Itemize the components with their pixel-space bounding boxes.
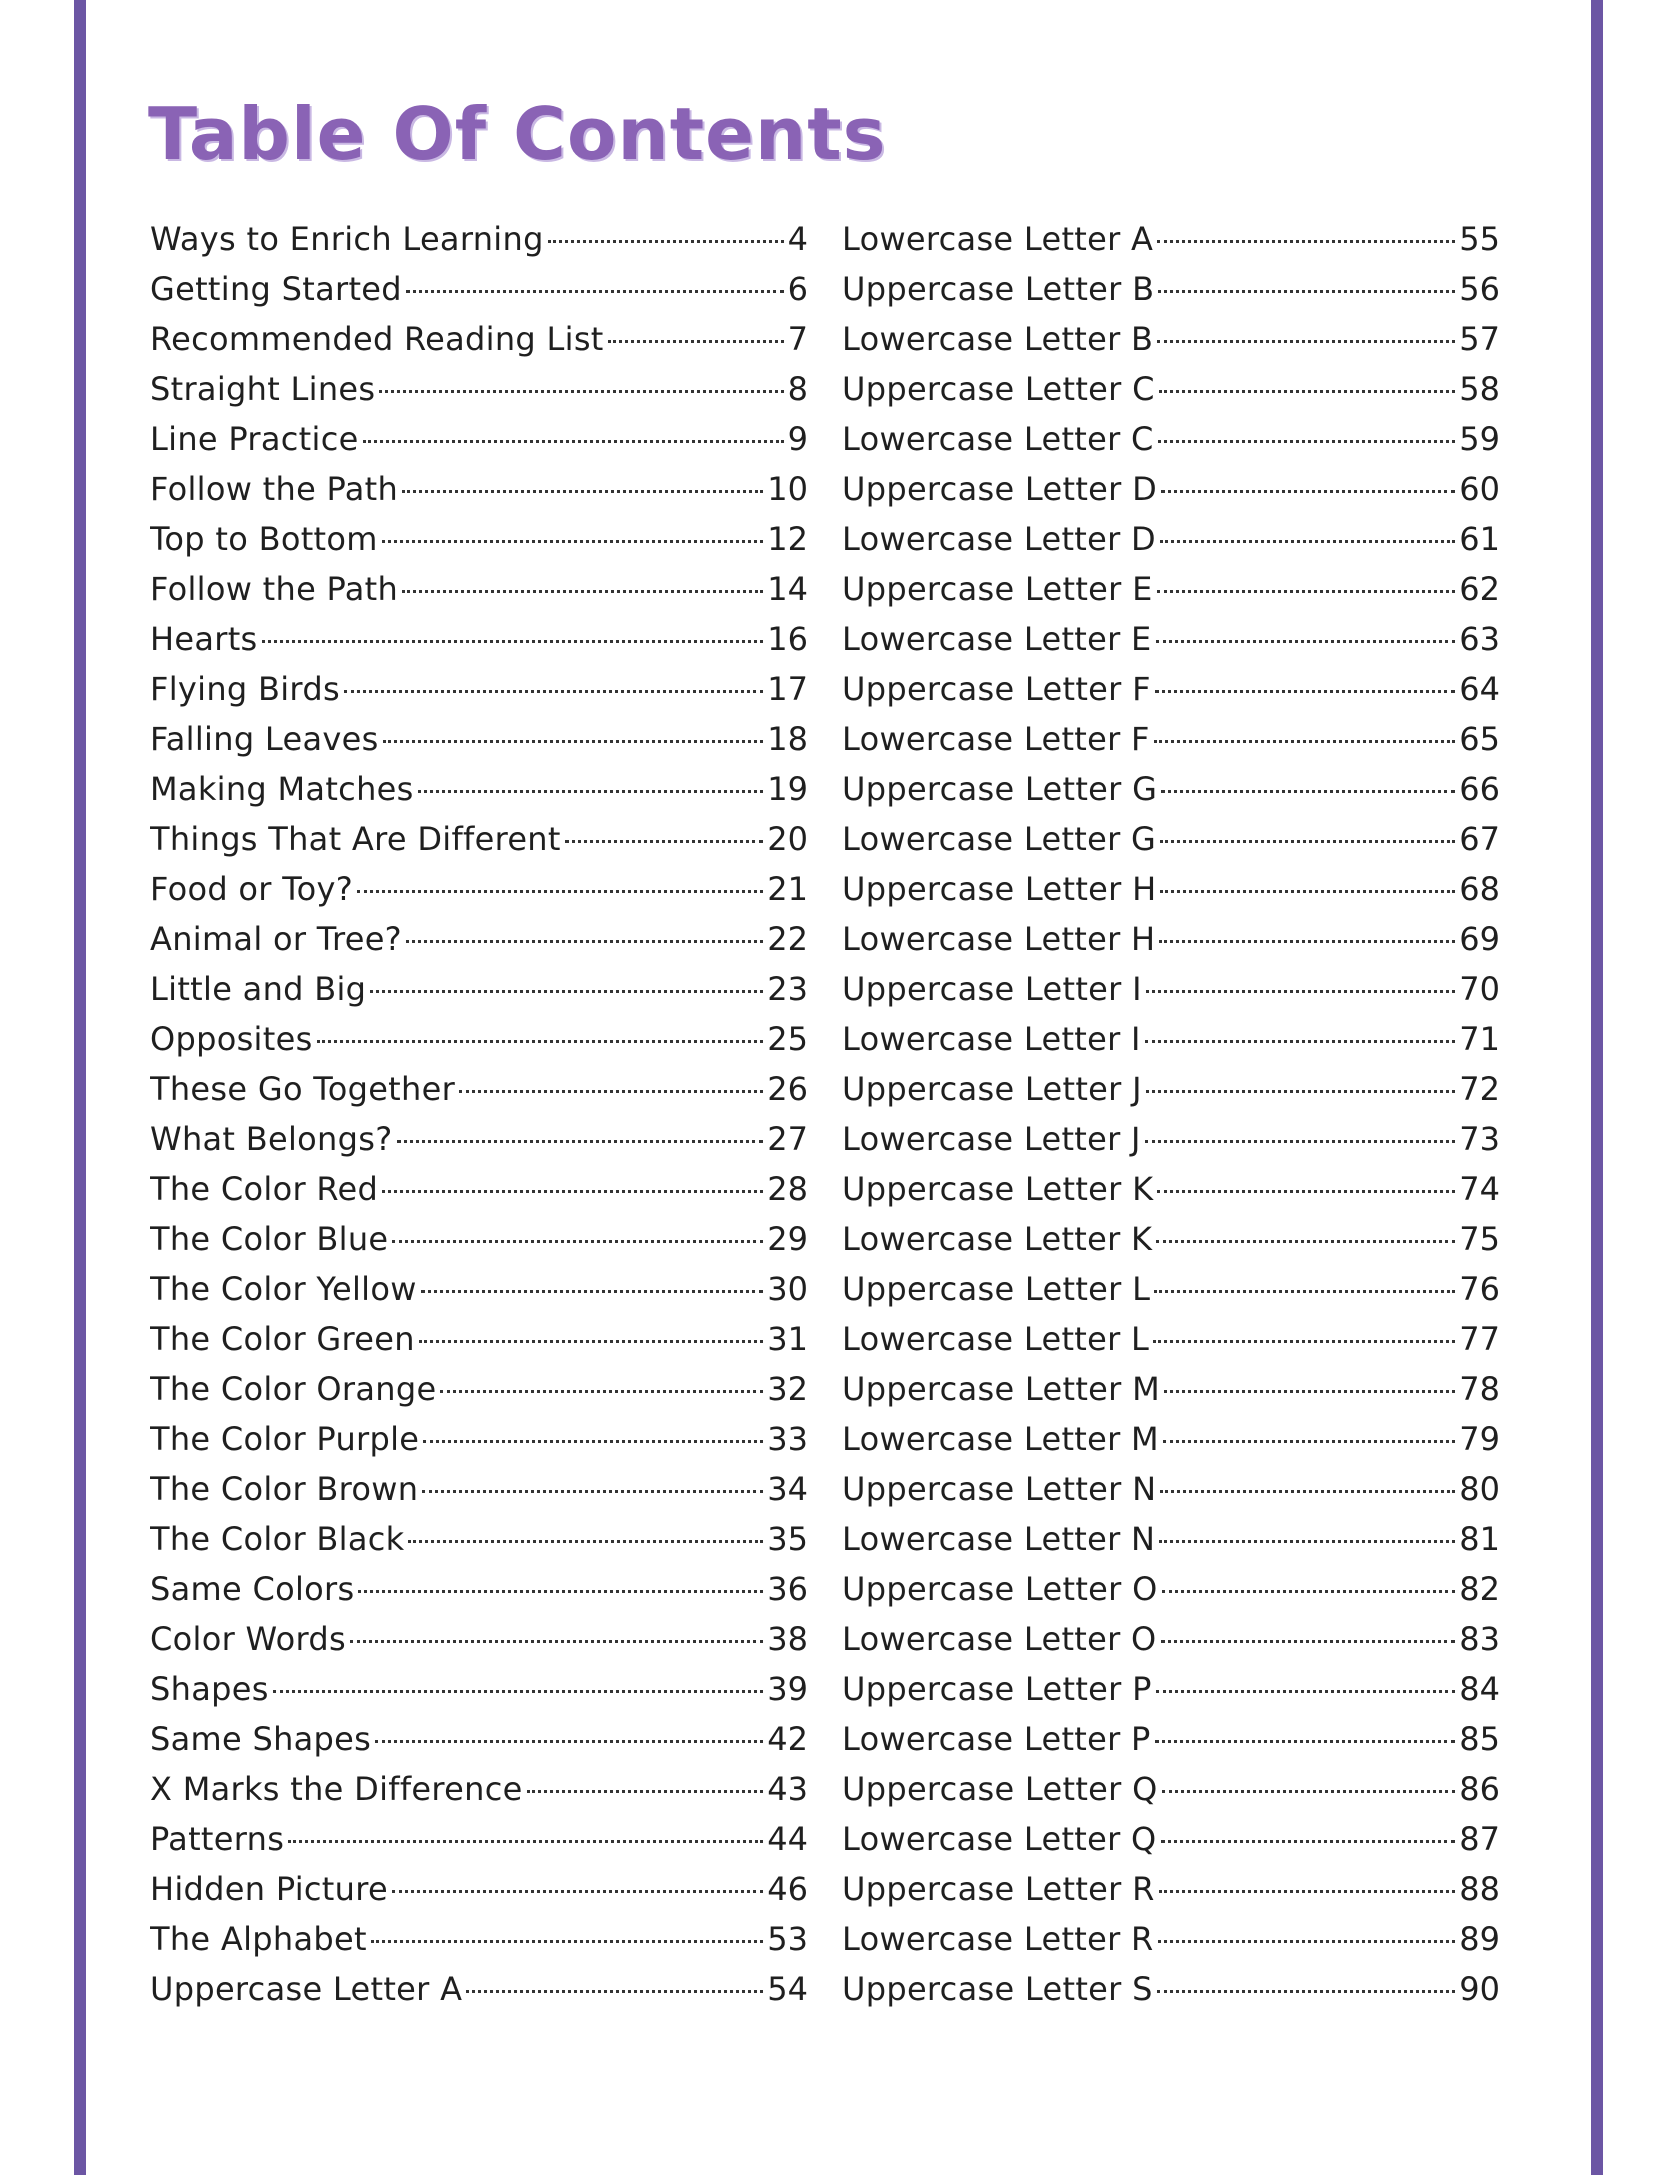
dot-leader [1154,1290,1455,1293]
toc-entry [150,464,808,514]
toc-entry-title: Uppercase Letter P [842,1670,1152,1708]
toc-entry [150,414,808,464]
toc-entry-title: The Color Brown [150,1470,419,1508]
toc-entry [150,864,808,914]
toc-entry-title: Little and Big [150,970,367,1008]
toc-entry-title: X Marks the Difference [150,1770,523,1808]
toc-entry [842,664,1500,714]
dot-leader [383,740,764,743]
toc-entry-title: Lowercase Letter I [842,1020,1141,1058]
dot-leader [392,1890,763,1893]
toc-entry-page: 84 [1459,1670,1500,1708]
toc-entry-page: 25 [767,1020,808,1058]
toc-entry-page: 81 [1459,1520,1500,1558]
toc-entry-page: 63 [1459,620,1500,658]
toc-entry [150,1214,808,1264]
toc-entry-title: The Color Black [150,1520,405,1558]
toc-entry [150,1964,808,2014]
dot-leader [1161,1840,1456,1843]
dot-leader [1145,1040,1455,1043]
dot-leader [382,1190,763,1193]
toc-entry [842,364,1500,414]
toc-entry-page: 54 [767,1970,808,2008]
toc-entry-title: Uppercase Letter H [842,870,1157,908]
toc-entry-page: 62 [1459,570,1500,608]
toc-entry-page: 46 [767,1870,808,1908]
toc-entry-title: Line Practice [150,420,359,458]
toc-entry-title: Uppercase Letter G [842,770,1158,808]
toc-entry [842,1714,1500,1764]
dot-leader [344,690,763,693]
toc-entry [842,1564,1500,1614]
toc-entry [150,364,808,414]
dot-leader [527,1790,764,1793]
toc-entry-page: 69 [1459,920,1500,958]
toc-entry-title: Color Words [150,1620,346,1658]
toc-entry-page: 28 [767,1170,808,1208]
dot-leader [1153,1340,1455,1343]
toc-entry-page: 71 [1459,1020,1500,1058]
toc-entry [150,564,808,614]
toc-entry-title: The Color Orange [150,1370,437,1408]
toc-entry-title: Top to Bottom [150,520,378,558]
toc-entry [150,914,808,964]
toc-entry [842,1314,1500,1364]
toc-entry-page: 16 [767,620,808,658]
dot-leader [392,1240,763,1243]
toc-entry-page: 68 [1459,870,1500,908]
toc-entry-page: 10 [767,470,808,508]
dot-leader [350,1640,763,1643]
dot-leader [1155,690,1455,693]
toc-entry [842,464,1500,514]
toc-entry-title: These Go Together [150,1070,456,1108]
toc-entry [842,864,1500,914]
page-border-left [74,0,86,2175]
toc-entry [150,264,808,314]
toc-entry [150,1414,808,1464]
toc-entry-page: 80 [1459,1470,1500,1508]
toc-entry-page: 9 [787,420,808,458]
dot-leader [1159,390,1456,393]
toc-entry-title: Lowercase Letter E [842,620,1152,658]
toc-entry-title: Opposites [150,1020,313,1058]
toc-entry-title: Lowercase Letter R [842,1920,1154,1958]
toc-entry-title: The Color Yellow [150,1270,417,1308]
toc-entry [150,1464,808,1514]
dot-leader [379,390,783,393]
toc-entry [150,1614,808,1664]
toc-entry-title: Recommended Reading List [150,320,604,358]
toc-entry-title: The Color Purple [150,1420,420,1458]
toc-entry-page: 32 [767,1370,808,1408]
toc-entry-title: Falling Leaves [150,720,379,758]
toc-entry-page: 74 [1459,1170,1500,1208]
toc-entry-title: Lowercase Letter Q [842,1820,1157,1858]
toc-entry [150,1814,808,1864]
toc-entry [150,214,808,264]
toc-entry [150,964,808,1014]
toc-entry-title: Lowercase Letter G [842,820,1157,858]
toc-entry-title: Uppercase Letter O [842,1570,1158,1608]
toc-entry-page: 56 [1459,270,1500,308]
toc-entry-page: 36 [767,1570,808,1608]
toc-entry-title: Lowercase Letter M [842,1420,1159,1458]
toc-entry-title: Uppercase Letter S [842,1970,1153,2008]
toc-entry-page: 33 [767,1420,808,1458]
toc-entry-title: Uppercase Letter Q [842,1770,1158,1808]
dot-leader [548,240,784,243]
dot-leader [1160,1490,1455,1493]
toc-entry [150,1864,808,1914]
toc-entry [842,414,1500,464]
toc-entry-page: 75 [1459,1220,1500,1258]
dot-leader [273,1690,764,1693]
toc-column-right [842,214,1500,2014]
toc-entry [842,1964,1500,2014]
toc-entry-page: 4 [787,220,808,258]
toc-entry-page: 64 [1459,670,1500,708]
toc-entry [842,564,1500,614]
toc-entry-page: 22 [767,920,808,958]
toc-entry [842,1414,1500,1464]
dot-leader [408,1540,763,1543]
dot-leader [1157,590,1456,593]
toc-entry-title: Making Matches [150,770,414,808]
toc-entry [842,1764,1500,1814]
toc-entry-page: 12 [767,520,808,558]
dot-leader [357,890,763,893]
toc-entry-title: What Belongs? [150,1120,393,1158]
toc-entry [842,264,1500,314]
toc-entry [150,814,808,864]
dot-leader [1160,890,1455,893]
toc-entry-title: Lowercase Letter B [842,320,1154,358]
dot-leader [1163,1440,1455,1443]
dot-leader [418,790,764,793]
toc-entry-title: Getting Started [150,270,402,308]
dot-leader [1159,940,1455,943]
toc-entry-page: 77 [1459,1320,1500,1358]
dot-leader [1162,1790,1456,1793]
toc-entry-page: 76 [1459,1270,1500,1308]
toc-entry-page: 79 [1459,1420,1500,1458]
dot-leader [370,990,763,993]
toc-entry-page: 17 [767,670,808,708]
toc-entry-page: 7 [787,320,808,358]
toc-entry [150,614,808,664]
page-border-right [1591,0,1603,2175]
dot-leader [397,1140,764,1143]
toc-entry-title: Lowercase Letter C [842,420,1154,458]
dot-leader [440,1390,763,1393]
toc-entry-title: Uppercase Letter F [842,670,1151,708]
toc-entry-title: Lowercase Letter L [842,1320,1150,1358]
dot-leader [1161,490,1455,493]
toc-entry-title: Lowercase Letter D [842,520,1156,558]
dot-leader [422,1490,763,1493]
toc-entry-page: 59 [1459,420,1500,458]
toc-entry [150,1714,808,1764]
toc-entry [150,1014,808,1064]
toc-entry-page: 14 [767,570,808,608]
toc-entry-title: Uppercase Letter C [842,370,1155,408]
toc-entry-page: 88 [1459,1870,1500,1908]
toc-entry-page: 61 [1459,520,1500,558]
toc-entry-title: Lowercase Letter N [842,1520,1156,1558]
toc-entry [842,764,1500,814]
toc-entry-page: 43 [767,1770,808,1808]
dot-leader [1156,1690,1456,1693]
toc-entry-page: 58 [1459,370,1500,408]
toc-entry [842,814,1500,864]
toc-entry-title: Animal or Tree? [150,920,402,958]
dot-leader [466,1990,763,1993]
toc-entry-title: Hearts [150,620,258,658]
dot-leader [1162,1590,1456,1593]
toc-entry-page: 34 [767,1470,808,1508]
dot-leader [375,1740,763,1743]
toc-entry-page: 60 [1459,470,1500,508]
toc-entry [842,1664,1500,1714]
dot-leader [1154,740,1456,743]
toc-entry-page: 21 [767,870,808,908]
toc-entry [842,1214,1500,1264]
toc-entry-title: Uppercase Letter D [842,470,1158,508]
dot-leader [363,440,784,443]
toc-entry-title: Follow the Path [150,570,399,608]
toc-entry-title: Same Colors [150,1570,355,1608]
toc-entry [150,764,808,814]
toc-entry [842,1064,1500,1114]
toc-entry-title: Uppercase Letter N [842,1470,1157,1508]
toc-entry [150,714,808,764]
toc-entry-title: Ways to Enrich Learning [150,220,544,258]
toc-entry-page: 82 [1459,1570,1500,1608]
toc-entry-page: 44 [767,1820,808,1858]
dot-leader [1156,640,1456,643]
toc-entry-page: 23 [767,970,808,1008]
toc-entry-page: 29 [767,1220,808,1258]
toc-entry-title: Uppercase Letter I [842,970,1142,1008]
dot-leader [1157,340,1455,343]
toc-entry-page: 19 [767,770,808,808]
toc-entry-title: Lowercase Letter F [842,720,1150,758]
dot-leader [1161,1640,1456,1643]
dot-leader [406,940,763,943]
toc-entry-title: The Color Blue [150,1220,389,1258]
toc-entry [150,1764,808,1814]
toc-entry [150,1114,808,1164]
toc-entry [842,614,1500,664]
toc-entry-page: 35 [767,1520,808,1558]
toc-entry-title: Straight Lines [150,370,376,408]
toc-entry-page: 87 [1459,1820,1500,1858]
dot-leader [406,290,784,293]
toc-entry-title: Uppercase Letter A [150,1970,463,2008]
page-title: Table Of Contents [148,92,887,176]
dot-leader [565,840,764,843]
toc-entry-title: Lowercase Letter P [842,1720,1151,1758]
toc-entry [842,714,1500,764]
toc-entry-page: 67 [1459,820,1500,858]
toc-entry [842,1014,1500,1064]
toc-entry [842,964,1500,1014]
dot-leader [459,1090,763,1093]
toc-entry-title: Things That Are Different [150,820,561,858]
toc-entry-title: Patterns [150,1820,285,1858]
dot-leader [358,1590,763,1593]
toc-entry-page: 26 [767,1070,808,1108]
toc-entry [150,1314,808,1364]
toc-entry-page: 65 [1459,720,1500,758]
dot-leader [1155,1740,1456,1743]
toc-entry-title: Follow the Path [150,470,399,508]
toc-entry-page: 30 [767,1270,808,1308]
toc-entry [150,1914,808,1964]
toc-entry-title: Flying Birds [150,670,340,708]
toc-entry [150,1364,808,1414]
toc-entry-page: 73 [1459,1120,1500,1158]
toc-entry-page: 42 [767,1720,808,1758]
toc-entry-page: 89 [1459,1920,1500,1958]
dot-leader [1160,840,1455,843]
dot-leader [288,1840,763,1843]
toc-entry-title: Uppercase Letter R [842,1870,1155,1908]
toc-entry-title: Hidden Picture [150,1870,388,1908]
dot-leader [1164,1390,1455,1393]
dot-leader [421,1290,764,1293]
dot-leader [1146,990,1455,993]
dot-leader [402,590,763,593]
toc-entry-title: Lowercase Letter H [842,920,1156,958]
toc-entry-page: 57 [1459,320,1500,358]
toc-entry [150,1264,808,1314]
toc-entry [150,514,808,564]
toc-entry-title: Uppercase Letter J [842,1070,1142,1108]
dot-leader [608,340,784,343]
dot-leader [1146,1090,1455,1093]
toc-entry [150,1664,808,1714]
toc-entry-page: 90 [1459,1970,1500,2008]
toc-entry [150,664,808,714]
dot-leader [423,1440,763,1443]
toc-entry-title: Shapes [150,1670,269,1708]
toc-entry-page: 53 [767,1920,808,1958]
toc-entry [842,1514,1500,1564]
toc-entry-title: Lowercase Letter O [842,1620,1157,1658]
toc-entry-page: 38 [767,1620,808,1658]
toc-column-left [150,214,808,2014]
toc-entry [842,1614,1500,1664]
toc-entry [842,214,1500,264]
toc-entry-title: The Color Green [150,1320,415,1358]
toc-entry-title: Uppercase Letter E [842,570,1153,608]
toc-entry-title: Lowercase Letter A [842,220,1154,258]
toc-entry-page: 55 [1459,220,1500,258]
toc-entry-title: Same Shapes [150,1720,372,1758]
toc-entry [842,1464,1500,1514]
toc-entry [150,314,808,364]
dot-leader [1158,440,1456,443]
toc-entry [842,1264,1500,1314]
toc-entry-title: Uppercase Letter K [842,1170,1154,1208]
dot-leader [1157,240,1455,243]
toc-entry-page: 18 [767,720,808,758]
toc-entry-page: 39 [767,1670,808,1708]
toc-entry [842,1164,1500,1214]
toc-entry-page: 20 [767,820,808,858]
toc-entry [150,1064,808,1114]
toc-entry-title: Lowercase Letter K [842,1220,1153,1258]
dot-leader [1156,1240,1455,1243]
dot-leader [382,540,764,543]
dot-leader [1157,1190,1455,1193]
toc-entry [150,1564,808,1614]
toc-entry-title: The Alphabet [150,1920,367,1958]
toc-entry [150,1164,808,1214]
toc-entry-title: Uppercase Letter M [842,1370,1160,1408]
dot-leader [1145,1140,1455,1143]
dot-leader [1158,290,1455,293]
toc-entry-title: Food or Toy? [150,870,354,908]
toc-entry [842,1364,1500,1414]
toc-entry-page: 85 [1459,1720,1500,1758]
dot-leader [1160,540,1455,543]
dot-leader [262,640,764,643]
dot-leader [1161,790,1455,793]
dot-leader [371,1940,763,1943]
toc-entry-page: 8 [787,370,808,408]
toc-entry-page: 66 [1459,770,1500,808]
dot-leader [1157,1990,1456,1993]
toc-entry-title: The Color Red [150,1170,379,1208]
toc-entry-title: Lowercase Letter J [842,1120,1141,1158]
toc-entry-page: 31 [767,1320,808,1358]
dot-leader [402,490,763,493]
toc-entry-page: 78 [1459,1370,1500,1408]
toc-entry [842,1914,1500,1964]
dot-leader [317,1040,764,1043]
toc-entry-page: 86 [1459,1770,1500,1808]
toc-entry-page: 83 [1459,1620,1500,1658]
toc-entry [842,514,1500,564]
toc-entry-title: Uppercase Letter B [842,270,1155,308]
dot-leader [1159,1540,1455,1543]
dot-leader [419,1340,763,1343]
toc-entry-page: 72 [1459,1070,1500,1108]
dot-leader [1159,1890,1456,1893]
toc-entry [842,1864,1500,1914]
toc-entry [842,314,1500,364]
dot-leader [1158,1940,1456,1943]
toc-entry [842,1814,1500,1864]
toc-entry-page: 6 [787,270,808,308]
toc-entry-page: 27 [767,1120,808,1158]
toc-entry-page: 70 [1459,970,1500,1008]
toc-entry [842,1114,1500,1164]
toc-entry [150,1514,808,1564]
toc-entry [842,914,1500,964]
toc-entry-title: Uppercase Letter L [842,1270,1151,1308]
